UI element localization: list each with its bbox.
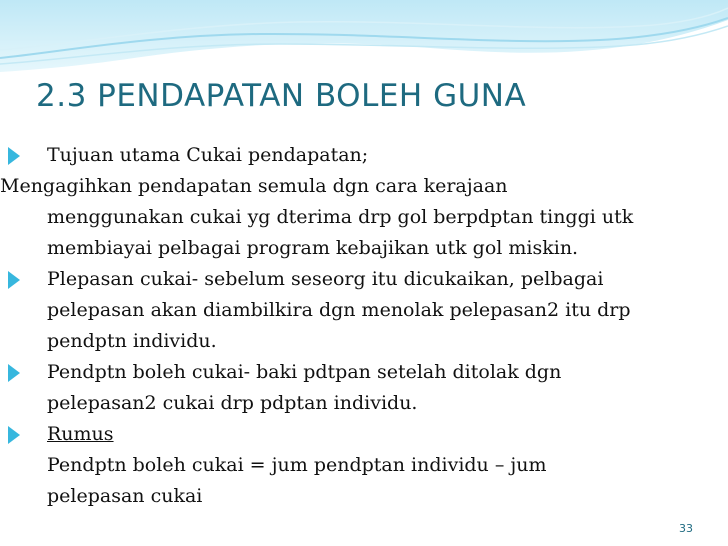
text-line: membiayai pelbagai program kebajikan utk gol miskin. — [47, 237, 579, 259]
text-line: Tujuan utama Cukai pendapatan; — [47, 144, 369, 166]
text-line: Pendptn boleh cukai- baki pdtpan setelah ditolak dgn — [47, 361, 562, 383]
bullet-icon — [8, 426, 20, 444]
bullet-paragraph-5 — [0, 419, 700, 450]
rumus-heading: Rumus — [47, 423, 114, 445]
page-number: 33 — [679, 522, 693, 535]
text-line: pendptn individu. — [47, 330, 217, 352]
text-line: menggunakan cukai yg dterima drp gol berpdptan tinggi utk — [47, 206, 634, 228]
text-line: pelepasan2 cukai drp pdptan individu. — [47, 392, 418, 414]
slide-body — [0, 140, 700, 512]
bullet-paragraph-1 — [0, 140, 700, 171]
paragraph-2 — [0, 171, 700, 264]
header-wave-decoration — [0, 0, 728, 90]
text-line: Plepasan cukai- sebelum seseorg itu dicukaikan, pelbagai — [47, 268, 604, 290]
text-line: Mengagihkan pendapatan semula dgn cara kerajaan — [0, 175, 508, 197]
text-line: pelepasan akan diambilkira dgn menolak pelepasan2 itu drp — [47, 299, 631, 321]
bullet-icon — [8, 271, 20, 289]
text-line: pelepasan cukai — [47, 485, 203, 507]
bullet-paragraph-3 — [0, 264, 700, 357]
bullet-paragraph-4 — [0, 357, 700, 419]
formula-paragraph — [0, 450, 700, 512]
bullet-icon — [8, 147, 20, 165]
text-line: Pendptn boleh cukai = jum pendptan individu – jum — [47, 454, 547, 476]
slide-title: 2.3 PENDAPATAN BOLEH GUNA — [36, 78, 527, 114]
bullet-icon — [8, 364, 20, 382]
